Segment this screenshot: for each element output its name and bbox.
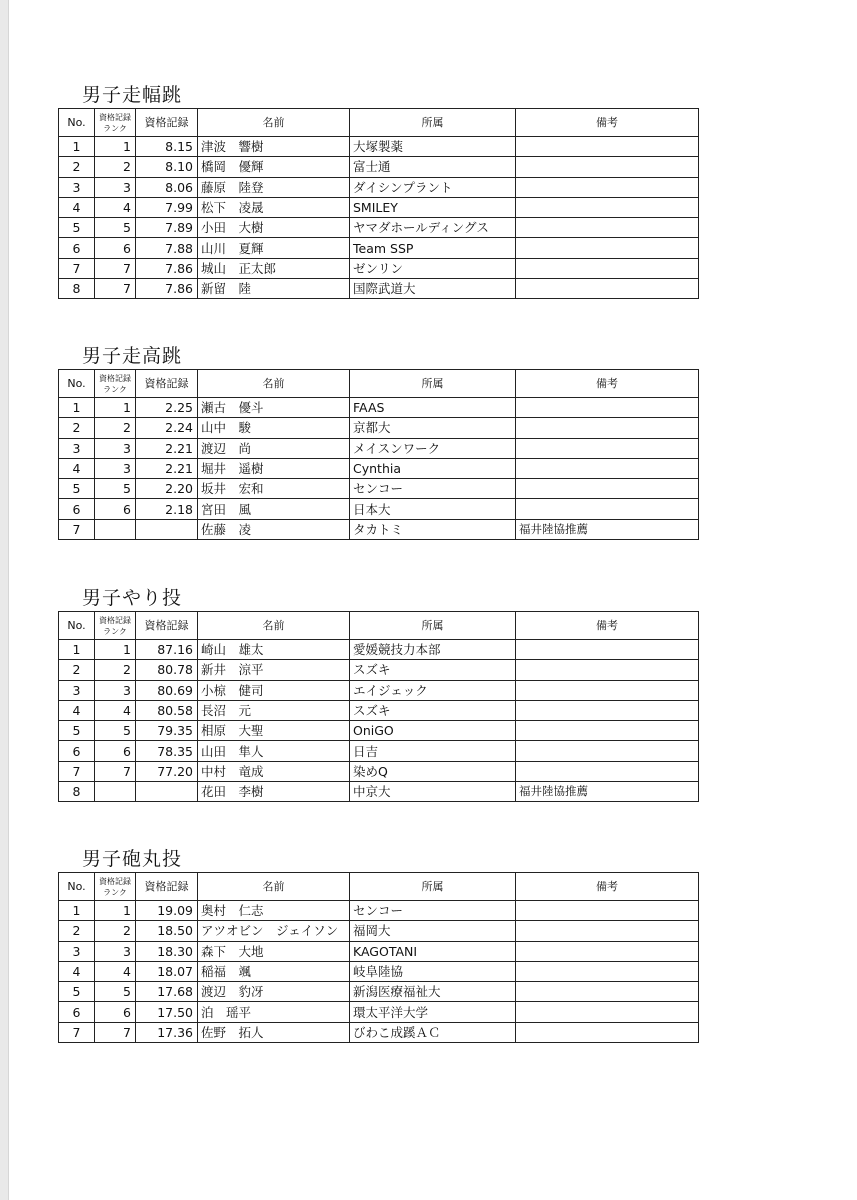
cell-record: 7.99 [136, 197, 198, 217]
cell-no: 3 [59, 941, 95, 961]
header-affiliation: 所属 [350, 370, 516, 398]
cell-affiliation: スズキ [350, 660, 516, 680]
event-title: 男子走幅跳 [82, 84, 183, 106]
cell-no: 5 [59, 218, 95, 238]
cell-record: 8.06 [136, 177, 198, 197]
cell-name: 渡辺 尚 [198, 438, 350, 458]
cell-affiliation: スズキ [350, 700, 516, 720]
cell-name: 新井 涼平 [198, 660, 350, 680]
table-row [59, 721, 699, 741]
cell-record: 17.36 [136, 1022, 198, 1042]
cell-affiliation: ゼンリン [350, 258, 516, 278]
cell-record: 8.10 [136, 157, 198, 177]
cell-note [516, 961, 699, 981]
cell-no: 3 [59, 680, 95, 700]
cell-affiliation: FAAS [350, 398, 516, 418]
header-rank [95, 612, 136, 640]
header-rank [95, 109, 136, 137]
cell-name: 坂井 宏和 [198, 479, 350, 499]
cell-note [516, 398, 699, 418]
table-header-row [59, 873, 699, 901]
cell-record: 18.50 [136, 921, 198, 941]
cell-affiliation: KAGOTANI [350, 941, 516, 961]
cell-record: 7.89 [136, 218, 198, 238]
cell-rank: 6 [95, 499, 136, 519]
cell-record: 77.20 [136, 761, 198, 781]
cell-rank: 2 [95, 660, 136, 680]
cell-name: 山川 夏輝 [198, 238, 350, 258]
cell-no: 3 [59, 438, 95, 458]
header-affiliation: 所属 [350, 109, 516, 137]
cell-no: 4 [59, 700, 95, 720]
cell-record: 2.20 [136, 479, 198, 499]
cell-name: 稲福 颯 [198, 961, 350, 981]
cell-note: 福井陸協推薦 [516, 782, 699, 802]
cell-no: 4 [59, 961, 95, 981]
header-no: No. [59, 873, 95, 901]
cell-no: 2 [59, 157, 95, 177]
cell-affiliation: 富士通 [350, 157, 516, 177]
cell-rank: 7 [95, 1022, 136, 1042]
cell-note [516, 741, 699, 761]
cell-name: 佐藤 凌 [198, 519, 350, 539]
cell-rank: 6 [95, 741, 136, 761]
cell-name: 渡辺 豹冴 [198, 982, 350, 1002]
entry-table [58, 611, 699, 802]
table-row [59, 279, 699, 299]
cell-record [136, 519, 198, 539]
table-header-row [59, 612, 699, 640]
cell-rank: 3 [95, 177, 136, 197]
entry-table [58, 872, 699, 1043]
header-affiliation: 所属 [350, 873, 516, 901]
cell-name: 藤原 陸登 [198, 177, 350, 197]
cell-name: 津波 響樹 [198, 137, 350, 157]
cell-rank: 3 [95, 438, 136, 458]
cell-no: 6 [59, 741, 95, 761]
cell-note [516, 1022, 699, 1042]
table-row [59, 741, 699, 761]
cell-affiliation: エイジェック [350, 680, 516, 700]
cell-affiliation: OniGO [350, 721, 516, 741]
table-row [59, 438, 699, 458]
cell-affiliation: 国際武道大 [350, 279, 516, 299]
cell-note [516, 721, 699, 741]
header-rank-line2: ランク [103, 626, 127, 636]
header-rank-line2: ランク [103, 384, 127, 394]
cell-record: 80.78 [136, 660, 198, 680]
page-edge-line [8, 0, 9, 1200]
header-name: 名前 [198, 109, 350, 137]
event-section [58, 84, 698, 299]
event-section [58, 587, 698, 802]
table-row [59, 458, 699, 478]
header-rank-line1: 資格記録 [99, 876, 131, 886]
cell-note [516, 761, 699, 781]
cell-rank: 2 [95, 157, 136, 177]
header-record: 資格記録 [136, 873, 198, 901]
cell-record: 2.25 [136, 398, 198, 418]
cell-affiliation: メイスンワーク [350, 438, 516, 458]
cell-rank [95, 782, 136, 802]
cell-record: 17.68 [136, 982, 198, 1002]
cell-affiliation: Team SSP [350, 238, 516, 258]
cell-rank: 5 [95, 721, 136, 741]
cell-note [516, 157, 699, 177]
header-affiliation: 所属 [350, 612, 516, 640]
cell-affiliation: 岐阜陸協 [350, 961, 516, 981]
cell-record: 7.86 [136, 279, 198, 299]
table-row [59, 418, 699, 438]
cell-name: 花田 李樹 [198, 782, 350, 802]
table-row [59, 901, 699, 921]
table-row [59, 982, 699, 1002]
cell-note [516, 197, 699, 217]
cell-rank: 4 [95, 197, 136, 217]
event-title: 男子砲丸投 [82, 848, 183, 870]
cell-affiliation: 福岡大 [350, 921, 516, 941]
header-no: No. [59, 370, 95, 398]
table-row [59, 177, 699, 197]
header-rank-line1: 資格記録 [99, 373, 131, 383]
header-record: 資格記録 [136, 109, 198, 137]
header-name: 名前 [198, 873, 350, 901]
entry-table [58, 369, 699, 540]
cell-name: アツオビン ジェイソン [198, 921, 350, 941]
cell-record: 7.86 [136, 258, 198, 278]
event-section [58, 848, 698, 1043]
cell-rank: 4 [95, 700, 136, 720]
cell-no: 6 [59, 238, 95, 258]
cell-name: 小田 大樹 [198, 218, 350, 238]
table-row [59, 398, 699, 418]
cell-rank: 3 [95, 941, 136, 961]
header-rank-line2: ランク [103, 123, 127, 133]
cell-name: 佐野 拓人 [198, 1022, 350, 1042]
cell-note [516, 921, 699, 941]
cell-affiliation: SMILEY [350, 197, 516, 217]
cell-rank: 7 [95, 761, 136, 781]
cell-name: 小椋 健司 [198, 680, 350, 700]
cell-no: 1 [59, 137, 95, 157]
cell-affiliation: Cynthia [350, 458, 516, 478]
cell-record: 2.18 [136, 499, 198, 519]
cell-record: 18.07 [136, 961, 198, 981]
cell-rank: 3 [95, 680, 136, 700]
cell-name: 城山 正太郎 [198, 258, 350, 278]
table-row [59, 499, 699, 519]
header-name: 名前 [198, 370, 350, 398]
table-row [59, 660, 699, 680]
cell-no: 8 [59, 782, 95, 802]
cell-note [516, 458, 699, 478]
cell-no: 6 [59, 1002, 95, 1022]
cell-rank: 2 [95, 418, 136, 438]
event-title: 男子走高跳 [82, 345, 183, 367]
cell-rank: 2 [95, 921, 136, 941]
table-row [59, 1022, 699, 1042]
cell-name: 森下 大地 [198, 941, 350, 961]
cell-no: 1 [59, 901, 95, 921]
entry-table [58, 108, 699, 299]
cell-record: 17.50 [136, 1002, 198, 1022]
cell-no: 7 [59, 258, 95, 278]
header-note: 備考 [516, 370, 699, 398]
cell-no: 2 [59, 921, 95, 941]
cell-no: 5 [59, 721, 95, 741]
table-row [59, 782, 699, 802]
cell-no: 3 [59, 177, 95, 197]
cell-affiliation: びわこ成蹊ＡＣ [350, 1022, 516, 1042]
cell-note [516, 279, 699, 299]
cell-affiliation: 日吉 [350, 741, 516, 761]
cell-note [516, 479, 699, 499]
table-header-row [59, 370, 699, 398]
cell-no: 2 [59, 418, 95, 438]
cell-no: 1 [59, 640, 95, 660]
cell-affiliation: 染めQ [350, 761, 516, 781]
cell-record: 78.35 [136, 741, 198, 761]
cell-no: 4 [59, 458, 95, 478]
cell-affiliation: 大塚製薬 [350, 137, 516, 157]
cell-rank: 4 [95, 961, 136, 981]
cell-note [516, 680, 699, 700]
cell-note [516, 640, 699, 660]
cell-rank: 6 [95, 238, 136, 258]
cell-name: 堀井 遥樹 [198, 458, 350, 478]
cell-rank: 7 [95, 279, 136, 299]
cell-no: 8 [59, 279, 95, 299]
cell-rank: 1 [95, 137, 136, 157]
cell-name: 奥村 仁志 [198, 901, 350, 921]
event-section [58, 345, 698, 540]
header-record: 資格記録 [136, 370, 198, 398]
cell-no: 6 [59, 499, 95, 519]
cell-rank: 1 [95, 398, 136, 418]
cell-note [516, 499, 699, 519]
cell-affiliation: 環太平洋大学 [350, 1002, 516, 1022]
header-no: No. [59, 109, 95, 137]
cell-no: 2 [59, 660, 95, 680]
cell-affiliation: センコー [350, 479, 516, 499]
page-edge [0, 0, 8, 1200]
cell-name: 相原 大聖 [198, 721, 350, 741]
cell-name: 宮田 風 [198, 499, 350, 519]
cell-record: 80.58 [136, 700, 198, 720]
cell-no: 7 [59, 761, 95, 781]
cell-record: 79.35 [136, 721, 198, 741]
cell-no: 7 [59, 1022, 95, 1042]
cell-name: 瀬古 優斗 [198, 398, 350, 418]
table-row [59, 519, 699, 539]
table-row [59, 961, 699, 981]
table-row [59, 137, 699, 157]
cell-rank: 5 [95, 218, 136, 238]
cell-name: 泊 瑶平 [198, 1002, 350, 1022]
cell-note [516, 901, 699, 921]
cell-record: 87.16 [136, 640, 198, 660]
cell-note [516, 238, 699, 258]
table-row [59, 258, 699, 278]
table-row [59, 680, 699, 700]
cell-note [516, 218, 699, 238]
cell-record: 18.30 [136, 941, 198, 961]
table-row [59, 197, 699, 217]
cell-no: 5 [59, 982, 95, 1002]
cell-name: 崎山 雄太 [198, 640, 350, 660]
cell-note [516, 418, 699, 438]
header-note: 備考 [516, 873, 699, 901]
header-name: 名前 [198, 612, 350, 640]
cell-affiliation: ヤマダホールディングス [350, 218, 516, 238]
table-header-row [59, 109, 699, 137]
table-row [59, 238, 699, 258]
cell-record: 2.21 [136, 458, 198, 478]
cell-no: 7 [59, 519, 95, 539]
cell-name: 中村 竜成 [198, 761, 350, 781]
cell-note [516, 941, 699, 961]
cell-affiliation: 新潟医療福祉大 [350, 982, 516, 1002]
cell-rank: 3 [95, 458, 136, 478]
table-row [59, 941, 699, 961]
cell-note [516, 177, 699, 197]
header-rank-line1: 資格記録 [99, 112, 131, 122]
cell-rank [95, 519, 136, 539]
cell-note [516, 137, 699, 157]
header-rank-line1: 資格記録 [99, 615, 131, 625]
cell-note [516, 258, 699, 278]
cell-affiliation: ダイシンプラント [350, 177, 516, 197]
event-title: 男子やり投 [82, 587, 183, 609]
cell-record [136, 782, 198, 802]
cell-name: 山田 隼人 [198, 741, 350, 761]
cell-record: 80.69 [136, 680, 198, 700]
header-no: No. [59, 612, 95, 640]
table-row [59, 640, 699, 660]
cell-rank: 6 [95, 1002, 136, 1022]
cell-rank: 5 [95, 982, 136, 1002]
cell-record: 8.15 [136, 137, 198, 157]
cell-record: 2.21 [136, 438, 198, 458]
cell-no: 5 [59, 479, 95, 499]
header-note: 備考 [516, 612, 699, 640]
cell-note: 福井陸協推薦 [516, 519, 699, 539]
cell-note [516, 1002, 699, 1022]
cell-record: 7.88 [136, 238, 198, 258]
cell-name: 松下 凌晟 [198, 197, 350, 217]
table-row [59, 700, 699, 720]
cell-affiliation: 中京大 [350, 782, 516, 802]
header-rank [95, 873, 136, 901]
cell-affiliation: 京都大 [350, 418, 516, 438]
cell-affiliation: タカトミ [350, 519, 516, 539]
cell-name: 山中 駿 [198, 418, 350, 438]
table-row [59, 1002, 699, 1022]
cell-note [516, 982, 699, 1002]
table-row [59, 218, 699, 238]
cell-record: 2.24 [136, 418, 198, 438]
cell-affiliation: センコー [350, 901, 516, 921]
cell-record: 19.09 [136, 901, 198, 921]
header-rank [95, 370, 136, 398]
table-row [59, 479, 699, 499]
cell-rank: 5 [95, 479, 136, 499]
table-row [59, 157, 699, 177]
table-row [59, 761, 699, 781]
cell-name: 橋岡 優輝 [198, 157, 350, 177]
table-row [59, 921, 699, 941]
cell-rank: 7 [95, 258, 136, 278]
cell-no: 1 [59, 398, 95, 418]
cell-rank: 1 [95, 640, 136, 660]
cell-rank: 1 [95, 901, 136, 921]
cell-name: 長沼 元 [198, 700, 350, 720]
cell-name: 新留 陸 [198, 279, 350, 299]
cell-note [516, 438, 699, 458]
header-rank-line2: ランク [103, 887, 127, 897]
cell-no: 4 [59, 197, 95, 217]
header-record: 資格記録 [136, 612, 198, 640]
cell-note [516, 700, 699, 720]
cell-note [516, 660, 699, 680]
header-note: 備考 [516, 109, 699, 137]
cell-affiliation: 愛媛競技力本部 [350, 640, 516, 660]
cell-affiliation: 日本大 [350, 499, 516, 519]
